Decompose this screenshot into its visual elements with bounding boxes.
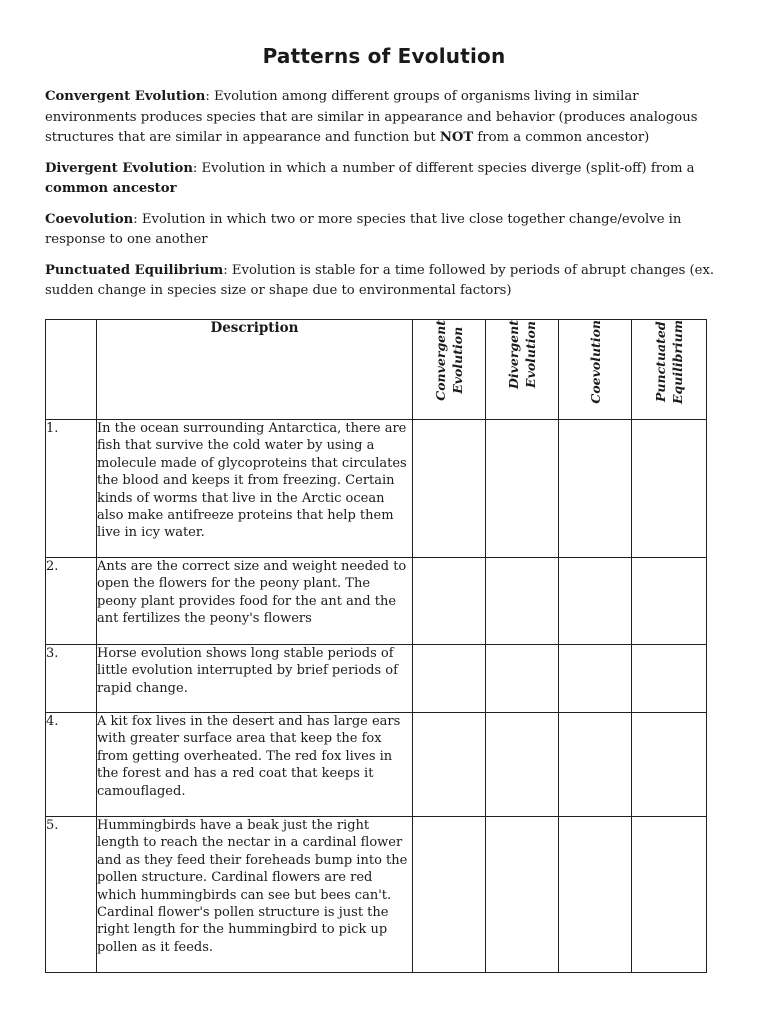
answer-cell-divergent[interactable] — [486, 645, 559, 713]
definition-term: Punctuated Equilibrium — [45, 262, 224, 278]
column-header-label: Convergent — [433, 320, 448, 401]
column-header-convergent — [413, 320, 486, 420]
column-header-label: Evolution — [523, 321, 538, 388]
table-row — [46, 558, 707, 645]
column-header-label: Punctuated — [653, 321, 668, 403]
definition-term: Divergent Evolution — [45, 160, 193, 176]
row-number: 4. — [46, 713, 97, 817]
answer-cell-convergent[interactable] — [413, 558, 486, 645]
answer-cell-divergent[interactable] — [486, 558, 559, 645]
row-description: In the ocean surrounding Antarctica, there are fish that survive the cold water by using a molecule made of glycoproteins that circulates the blood and keeps it from freezing. Certain kinds of worms that live in the Arctic ocean also make antifreeze proteins that help them live in icy water. — [97, 420, 413, 558]
classification-table — [45, 319, 707, 973]
table-header-row — [46, 320, 707, 420]
definition-emphasis: common ancestor — [45, 181, 177, 196]
row-description: Hummingbirds have a beak just the right length to reach the nectar in a cardinal flower and as they feed their foreheads bump into the pollen structure. Cardinal flowers are red which hummingbirds can see but bees can't. Cardinal flower's pollen structure is just the right length for the hummingbird to pick up pollen as it feeds. — [97, 817, 413, 973]
answer-cell-coevolution[interactable] — [559, 558, 632, 645]
definition-text: : Evolution in which two or more species that live close together change/evolve in response to one another — [45, 211, 682, 247]
answer-cell-divergent[interactable] — [486, 420, 559, 558]
answer-cell-coevolution[interactable] — [559, 713, 632, 817]
number-column-header — [46, 320, 97, 420]
answer-cell-coevolution[interactable] — [559, 420, 632, 558]
answer-cell-coevolution[interactable] — [559, 645, 632, 713]
row-description: Ants are the correct size and weight needed to open the flowers for the peony plant. The peony plant provides food for the ant and the ant fertilizes the peony's flowers — [97, 558, 413, 645]
definition-text: : Evolution among different groups of organisms living in similar environments produces species that are similar in appearance and behavior (produces analogous structures that are similar in appearance and function but — [45, 89, 698, 145]
row-number: 3. — [46, 645, 97, 713]
definition-emphasis: NOT — [439, 130, 474, 145]
definition-punctuated — [45, 261, 725, 302]
answer-cell-punctuated[interactable] — [632, 713, 707, 817]
answer-cell-punctuated[interactable] — [632, 420, 707, 558]
column-header-label: Equilibrium — [670, 320, 685, 404]
answer-cell-divergent[interactable] — [486, 713, 559, 817]
answer-cell-punctuated[interactable] — [632, 645, 707, 713]
answer-cell-convergent[interactable] — [413, 713, 486, 817]
answer-cell-coevolution[interactable] — [559, 817, 632, 973]
column-header-label: Evolution — [450, 326, 465, 394]
row-number: 5. — [46, 817, 97, 973]
definition-text: from a common ancestor) — [473, 130, 650, 145]
answer-cell-punctuated[interactable] — [632, 558, 707, 645]
column-header-label: Divergent — [506, 320, 521, 389]
row-description: Horse evolution shows long stable periods of little evolution interrupted by brief periods of rapid change. — [97, 645, 413, 713]
definitions-section — [45, 87, 725, 312]
definition-text: : Evolution is stable for a time followed by periods of abrupt changes (ex. sudden change in species size or shape due to environmental factors) — [45, 262, 715, 298]
column-header-punctuated — [632, 320, 707, 420]
row-number: 1. — [46, 420, 97, 558]
definition-text: : Evolution in which a number of different species diverge (split-off) from a — [192, 160, 695, 176]
definition-convergent — [45, 87, 725, 149]
answer-cell-convergent[interactable] — [413, 645, 486, 713]
table-row — [46, 817, 707, 973]
page-title: Patterns of Evolution — [262, 44, 506, 68]
table-row — [46, 645, 707, 713]
definition-divergent — [45, 159, 725, 200]
row-description: A kit fox lives in the desert and has large ears with greater surface area that keep the fox from getting overheated. The red fox lives in the forest and has a red coat that keeps it camouflaged. — [97, 713, 413, 817]
definition-term: Convergent Evolution — [45, 89, 206, 104]
answer-cell-divergent[interactable] — [486, 817, 559, 973]
row-number: 2. — [46, 558, 97, 645]
answer-cell-convergent[interactable] — [413, 817, 486, 973]
table-row — [46, 420, 707, 558]
description-column-header: Description — [97, 320, 413, 420]
definition-coevolution — [45, 210, 725, 251]
column-header-label: Coevolution — [587, 320, 603, 404]
column-header-coevolution — [559, 320, 632, 420]
answer-cell-punctuated[interactable] — [632, 817, 707, 973]
definition-term: Coevolution — [45, 211, 134, 227]
column-header-divergent — [486, 320, 559, 420]
table-row — [46, 713, 707, 817]
answer-cell-convergent[interactable] — [413, 420, 486, 558]
